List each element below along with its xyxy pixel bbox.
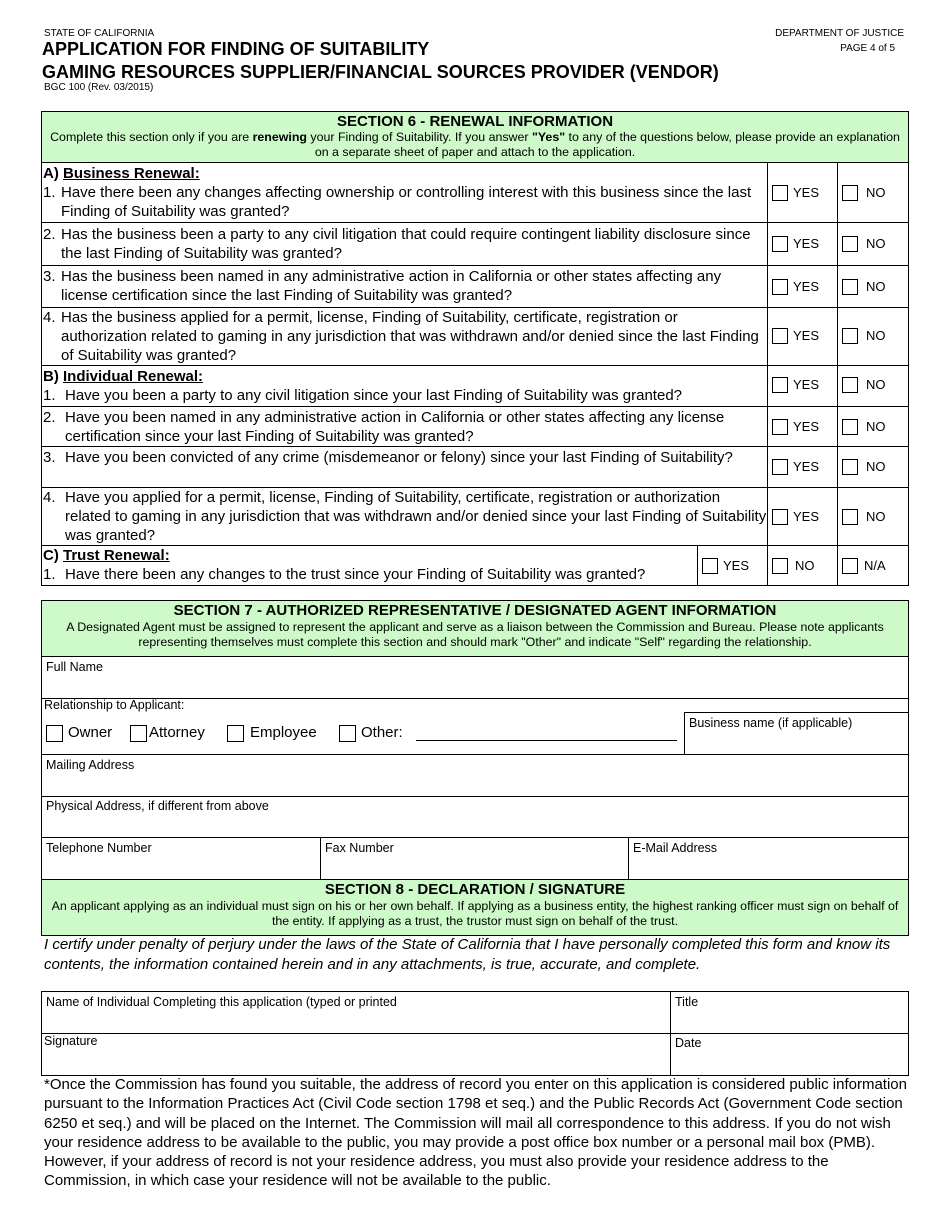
business-q1-row	[41, 163, 908, 223]
section6-instructions	[42, 130, 908, 160]
trust-q1-yes-checkbox[interactable]	[702, 558, 718, 574]
signature-field[interactable]	[42, 1050, 669, 1075]
business-heading: Business Renewal:	[63, 165, 200, 182]
other-checkbox[interactable]	[339, 725, 356, 742]
business-q4-text	[43, 308, 767, 365]
business-q1-yes-label: YES	[793, 185, 820, 200]
section7-title: SECTION 7 - AUTHORIZED REPRESENTATIVE / DESIGNATED AGENT INFORMATION	[173, 602, 777, 619]
physical-address-label: Physical Address, if different from above	[46, 799, 269, 813]
other-label: Other:	[361, 724, 403, 741]
business-q3-no-label: NO	[866, 279, 886, 294]
business-q3-label: Has the business been named in any administrative action in California or other states affecting any license certification since the last Finding of Suitability was granted?	[61, 268, 722, 304]
trust-q1-no-label: NO	[795, 558, 815, 573]
section6-header	[41, 111, 909, 163]
individual-q2-no-checkbox[interactable]	[842, 419, 858, 435]
individual-q3-no-label: NO	[866, 459, 886, 474]
full-name-label: Full Name	[46, 660, 103, 674]
individual-q3-label: Have you been convicted of any crime (misdemeanor or felony) since your last Finding of Suitability?	[65, 449, 733, 466]
department-label: DEPARTMENT OF JUSTICE	[775, 28, 904, 39]
individual-q4-row	[41, 488, 908, 546]
trust-q1-na-label: N/A	[864, 558, 886, 573]
trust-q1-num: 1.	[43, 566, 56, 583]
section6-sub-pre: Complete this section only if you are	[50, 130, 253, 144]
business-q4-yes-checkbox[interactable]	[772, 328, 788, 344]
title-label: Title	[675, 995, 699, 1009]
relationship-label: Relationship to Applicant:	[44, 698, 185, 712]
business-q2-yes-label: YES	[793, 236, 820, 251]
trust-q1-na-checkbox[interactable]	[842, 558, 858, 574]
mailing-address-field[interactable]	[42, 774, 908, 796]
individual-q2-no-label: NO	[866, 419, 886, 434]
full-name-field[interactable]	[42, 676, 908, 698]
section6-sub-mid: your Finding of Suitability. If you answer	[306, 130, 532, 144]
section6-title: SECTION 6 - RENEWAL INFORMATION	[336, 113, 614, 130]
individual-q4-yes-checkbox[interactable]	[772, 509, 788, 525]
section8-instructions: An applicant applying as an individual must sign on his or her own behalf. If applying as a business entity, the highest ranking officer must sign on behalf of the entity. If applying as a trust, the trustor must sign on behalf of the trust.	[51, 899, 899, 928]
individual-q4-yes-label: YES	[793, 509, 820, 524]
individual-heading-prefix: B)	[43, 368, 63, 385]
business-q2-text	[43, 225, 767, 263]
section6-sub-bold1: renewing	[252, 130, 307, 144]
business-q4-num: 4.	[43, 309, 56, 326]
individual-q4-no-label: NO	[866, 509, 886, 524]
signature-table-row-divider	[41, 1033, 909, 1034]
form-id: BGC 100 (Rev. 03/2015)	[44, 82, 154, 93]
business-q1-yes-checkbox[interactable]	[772, 185, 788, 201]
date-field[interactable]	[671, 1052, 908, 1075]
business-q3-yes-checkbox[interactable]	[772, 279, 788, 295]
physical-address-field[interactable]	[42, 815, 908, 837]
telephone-field[interactable]	[42, 857, 319, 879]
individual-q1-yes-label: YES	[793, 377, 820, 392]
individual-q2-text	[43, 408, 767, 446]
individual-q4-num: 4.	[43, 489, 56, 506]
trust-q1-row	[41, 546, 908, 586]
individual-q2-label: Have you been named in any administrative action in California or other states affecting any license certification since your last Finding of Suitability was granted?	[65, 409, 725, 445]
business-q2-no-checkbox[interactable]	[842, 236, 858, 252]
certification-statement: I certify under penalty of perjury under the laws of the State of California that I have personally completed this form and know its contents, the information contained herein and in any attachments, is true, accurate, and complete.	[44, 936, 891, 973]
attorney-label: Attorney	[149, 724, 205, 741]
individual-q4-label: Have you applied for a permit, license, Finding of Suitability, certificate, registration or authorization related to gaming in any jurisdiction that was withdrawn and/or denied since your last Finding of Suitability was granted?	[65, 489, 767, 544]
address-footnote: *Once the Commission has found you suitable, the address of record you enter on this application is considered public information pursuant to the Information Practices Act (Civil Code section 1798 et seq.) and the Public Records Act (Government Code section 6250 et seq.) and will be placed on the Internet. The Commission will mail all correspondence to this address. If you do not wish your residence address to be available to the public, you may provide a post office box number or a personal mail box (PMB). However, if your address of record is not your residence address, you must also provide your residence address to the Commission, in which case your residence will not be available to the public.	[44, 1076, 907, 1190]
individual-q1-text	[43, 367, 767, 405]
business-q3-row	[41, 266, 908, 308]
business-q1-num: 1.	[43, 184, 56, 201]
individual-q2-num: 2.	[43, 409, 56, 426]
mailing-address-label: Mailing Address	[46, 758, 135, 772]
individual-q1-row	[41, 366, 908, 407]
attorney-checkbox[interactable]	[130, 725, 147, 742]
page-number: PAGE 4 of 5	[840, 43, 895, 54]
trust-heading-prefix: C)	[43, 547, 63, 564]
individual-q3-yes-checkbox[interactable]	[772, 459, 788, 475]
email-label: E-Mail Address	[633, 841, 718, 855]
form-title: APPLICATION FOR FINDING OF SUITABILITY	[42, 39, 430, 59]
business-q1-no-label: NO	[866, 185, 886, 200]
owner-checkbox[interactable]	[46, 725, 63, 742]
business-q1-label: Have there been any changes affecting ownership or controlling interest with this business since the last Finding of Suitability was granted?	[61, 184, 752, 220]
individual-q1-no-checkbox[interactable]	[842, 377, 858, 393]
relationship-divider	[41, 754, 909, 755]
individual-q1-num: 1.	[43, 387, 56, 404]
date-label: Date	[675, 1036, 702, 1050]
mailing-address-divider	[41, 796, 909, 797]
trust-q1-label: Have there been any changes to the trust since your Finding of Suitability was granted?	[65, 566, 646, 583]
individual-q3-row	[41, 447, 908, 488]
signature-label: Signature	[44, 1034, 98, 1048]
trust-q1-yes-label: YES	[723, 558, 750, 573]
email-field[interactable]	[629, 857, 908, 879]
business-q3-text	[43, 267, 767, 305]
business-q2-num: 2.	[43, 226, 56, 243]
preparer-name-label: Name of Individual Completing this application (typed or printed	[46, 995, 397, 1009]
preparer-name-field[interactable]	[42, 1011, 669, 1033]
individual-q3-num: 3.	[43, 449, 56, 466]
individual-q4-text	[43, 488, 767, 545]
individual-q4-no-checkbox[interactable]	[842, 509, 858, 525]
title-field[interactable]	[671, 1011, 908, 1033]
business-heading-prefix: A)	[43, 165, 63, 182]
business-q4-label: Has the business applied for a permit, license, Finding of Suitability, certificate, registration or authorization related to gaming in any jurisdiction that was withdrawn and/or denied since the last Finding of Suitability was granted?	[61, 309, 759, 364]
business-q3-yes-label: YES	[793, 279, 820, 294]
individual-q2-yes-label: YES	[793, 419, 820, 434]
individual-q2-yes-checkbox[interactable]	[772, 419, 788, 435]
business-q2-yes-checkbox[interactable]	[772, 236, 788, 252]
business-q4-no-checkbox[interactable]	[842, 328, 858, 344]
telephone-label: Telephone Number	[46, 841, 152, 855]
individual-q1-yes-checkbox[interactable]	[772, 377, 788, 393]
individual-q1-no-label: NO	[866, 377, 886, 392]
business-q2-row	[41, 223, 908, 266]
individual-q3-yes-label: YES	[793, 459, 820, 474]
business-q4-row	[41, 308, 908, 366]
business-q3-no-checkbox[interactable]	[842, 279, 858, 295]
other-input[interactable]	[416, 722, 677, 740]
business-q1-no-checkbox[interactable]	[842, 185, 858, 201]
business-q1-text	[43, 164, 767, 221]
employee-checkbox[interactable]	[227, 725, 244, 742]
business-q2-label: Has the business been a party to any civil litigation that could require contingent liability disclosure since the last Finding of Suitability was granted?	[61, 226, 751, 262]
business-q4-yes-label: YES	[793, 328, 820, 343]
fax-label: Fax Number	[325, 841, 394, 855]
section6-sub-post: to any of the questions below, please provide an explanation on a separate sheet of paper and attach to the application.	[314, 130, 900, 159]
section7-header	[41, 600, 909, 657]
form-subtitle: GAMING RESOURCES SUPPLIER/FINANCIAL SOURCES PROVIDER (VENDOR)	[42, 62, 719, 82]
physical-address-divider	[41, 837, 909, 838]
section6-sub-bold2: "Yes"	[531, 130, 566, 144]
section8-title: SECTION 8 - DECLARATION / SIGNATURE	[324, 881, 626, 898]
section8-header	[41, 879, 909, 936]
individual-heading: Individual Renewal:	[63, 368, 204, 385]
individual-q2-row	[41, 407, 908, 447]
business-q3-num: 3.	[43, 268, 56, 285]
individual-q3-no-checkbox[interactable]	[842, 459, 858, 475]
owner-label: Owner	[68, 724, 113, 741]
trust-heading: Trust Renewal:	[63, 547, 170, 564]
business-q2-no-label: NO	[866, 236, 886, 251]
employee-label: Employee	[250, 724, 317, 741]
trust-q1-text	[43, 546, 699, 584]
business-name-label: Business name (if applicable)	[689, 716, 853, 730]
fax-field[interactable]	[321, 857, 627, 879]
business-q4-no-label: NO	[866, 328, 886, 343]
trust-q1-no-checkbox[interactable]	[772, 558, 788, 574]
state-label: STATE OF CALIFORNIA	[44, 28, 155, 39]
section7-instructions: A Designated Agent must be assigned to represent the applicant and serve as a liaison between the Commission and Bureau. Please note applicants representing themselves must complete this section and should mark "Other" and indicate "Self" regarding the relationship.	[66, 620, 884, 649]
individual-q1-label: Have you been a party to any civil litigation since your last Finding of Suitability was granted?	[65, 387, 682, 404]
other-input-line	[416, 740, 677, 741]
individual-q3-text	[43, 448, 767, 467]
